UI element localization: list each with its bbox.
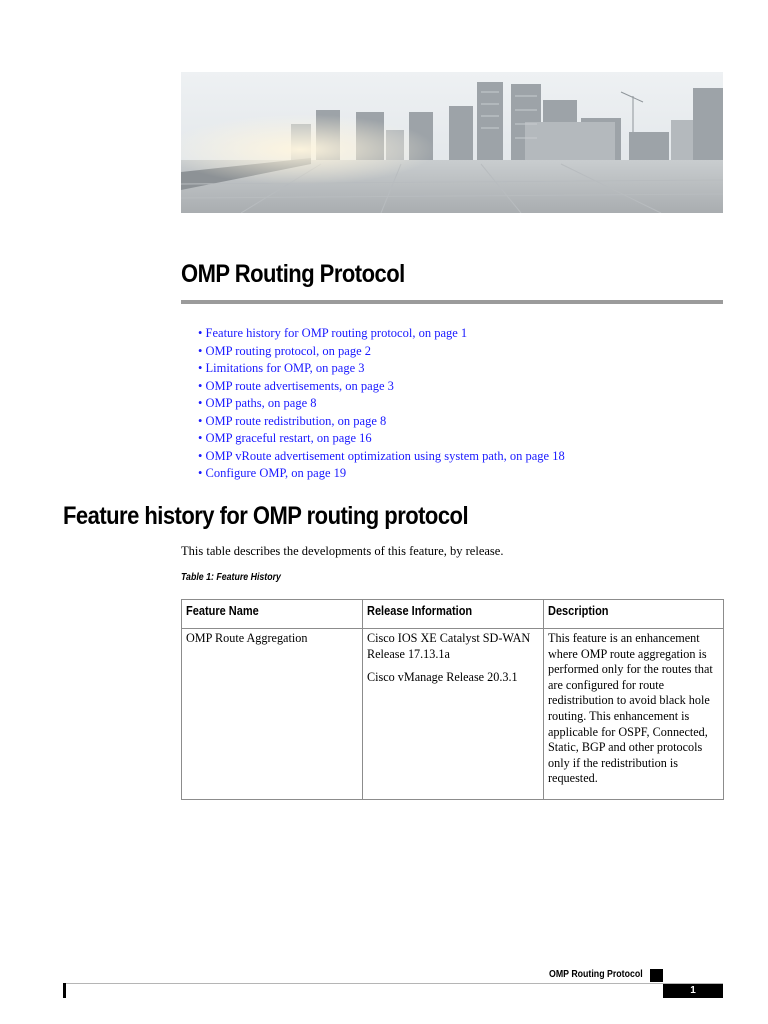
header-banner-image (181, 72, 723, 213)
toc-bullet: • (198, 413, 203, 428)
table-caption: Table 1: Feature History (181, 572, 281, 583)
title-rule (181, 300, 723, 304)
column-header-label: Feature Name (186, 604, 259, 618)
section-intro: This table describes the developments of this feature, by release. (181, 544, 504, 558)
column-header (363, 600, 544, 629)
toc-link[interactable]: OMP vRoute advertisement optimization using system path, on page 18 (205, 448, 565, 463)
toc-bullet: • (198, 326, 203, 340)
toc-item[interactable] (198, 413, 565, 431)
toc-bullet: • (198, 343, 203, 358)
toc-link[interactable]: Feature history for OMP routing protocol, on page 1 (205, 326, 468, 340)
toc-bullet: • (198, 378, 203, 393)
page-number: 1 (663, 984, 723, 998)
footer-running-title: OMP Routing Protocol (549, 969, 643, 980)
table-row (182, 629, 724, 800)
description-cell: This feature is an enhancement where OMP route aggregation is performed only for the routes that are configured for route redistribution to avoid black hole routing. This enhancement is applicable for OSPF, Connected, Static, BGP and other protocols only if the redistribution is requested. (544, 629, 724, 800)
toc-link[interactable]: Limitations for OMP, on page 3 (205, 361, 365, 375)
feature-history-table (181, 599, 724, 800)
toc-link[interactable]: Configure OMP, on page 19 (205, 466, 347, 480)
chapter-title: OMP Routing Protocol (181, 260, 405, 288)
toc-bullet: • (198, 466, 203, 480)
toc-item[interactable] (198, 325, 565, 343)
toc-bullet: • (198, 448, 203, 463)
toc-link[interactable]: OMP paths, on page 8 (205, 396, 317, 410)
toc-item[interactable] (198, 448, 565, 466)
toc-item[interactable] (198, 395, 565, 413)
column-header (544, 600, 724, 629)
column-header-label: Release Information (367, 604, 473, 618)
toc-item[interactable] (198, 378, 565, 396)
toc-item[interactable] (198, 360, 565, 378)
toc-item[interactable] (198, 343, 565, 361)
toc-link[interactable]: OMP route advertisements, on page 3 (205, 378, 394, 393)
footer-rule (66, 983, 723, 984)
toc-bullet: • (198, 396, 203, 410)
toc-link[interactable]: OMP graceful restart, on page 16 (205, 431, 372, 445)
chapter-toc (198, 325, 565, 483)
release-info-line: Cisco vManage Release 20.3.1 (367, 670, 518, 685)
footer-marker (650, 969, 663, 982)
release-info-cell (363, 629, 544, 800)
toc-item[interactable] (198, 465, 565, 483)
release-info-line: Cisco IOS XE Catalyst SD-WAN Release 17.13.1a (367, 631, 531, 661)
toc-link[interactable]: OMP routing protocol, on page 2 (205, 343, 372, 358)
section-title: Feature history for OMP routing protocol (63, 502, 469, 530)
toc-bullet: • (198, 361, 203, 375)
toc-item[interactable] (198, 430, 565, 448)
table-header-row (182, 600, 724, 629)
column-header-label: Description (548, 604, 609, 618)
toc-bullet: • (198, 431, 203, 445)
footer-left-mark (63, 983, 66, 998)
column-header (182, 600, 363, 629)
toc-link[interactable]: OMP route redistribution, on page 8 (205, 413, 387, 428)
feature-name-cell: OMP Route Aggregation (182, 629, 363, 800)
